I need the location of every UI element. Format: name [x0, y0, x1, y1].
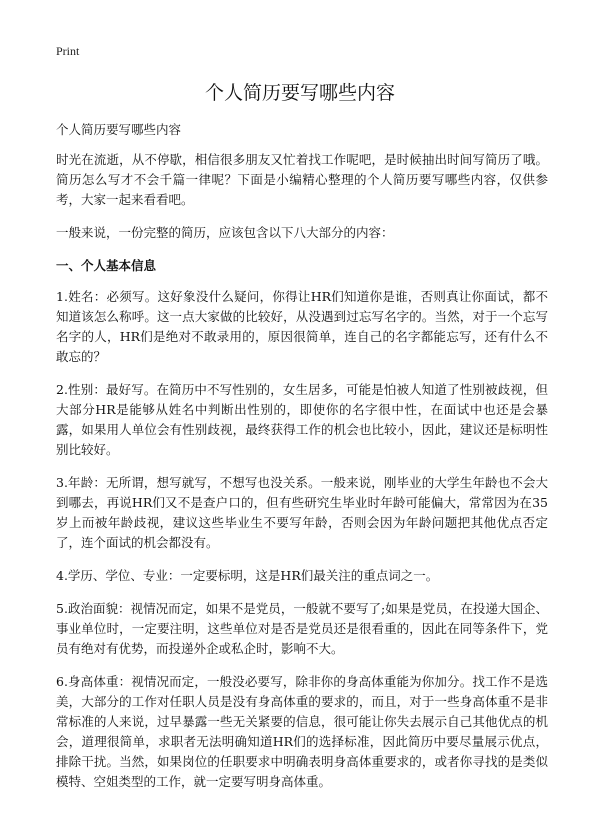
item-height-weight: 6.身高体重：视情况而定，一般没必要写，除非你的身高体重能为你加分。找工作不是选美，大部分的工作对任职人员是没有身高体重的要求的，而且，对于一些身高体重不是非常标准的人来说，过早暴露一些无关紧要的信息，很可能让你失去展示自己其他优点的机会，道理很简单，求职者无法明确知道HR们的选择标准，因此简历中要尽量展示优点，排除干扰。当然，如果岗位的任职要求中明确表明身高体重要求的，或者你寻找的是类似模特、空姐类型的工作，就一定要写明身高体重。	[56, 674, 548, 789]
page-title: 个人简历要写哪些内容	[204, 82, 395, 104]
article-body	[56, 120, 548, 805]
item-education: 4.学历、学位、专业：一定要标明，这是HR们最关注的重点词之一。	[56, 568, 439, 583]
print-link[interactable]: Print	[56, 44, 80, 58]
section-heading-basic-info: 一、个人基本信息	[56, 258, 157, 273]
item-political-status: 5.政治面貌：视情况而定，如果不是党员，一般就不要写了;如果是党员，在投递大国企、事业单位时，一定要注明，这些单位对是否是党员还是很看重的，因此在同等条件下，党员有绝对有优势，而投递外企或私企时，影响不大。	[56, 601, 548, 656]
item-name: 1.姓名：必须写。这好象没什么疑问，你得让HR们知道你是谁，否则真让你面试，都不知道该怎么称呼。这一点大家做的比较好，从没遇到过忘写名字的。当然，对于一个忘写名字的人，HR们是绝对不敢录用的，原因很简单，连自己的名字都能忘写，还有什么不敢忘的？	[56, 289, 548, 364]
item-age: 3.年龄：无所谓，想写就写，不想写也没关系。一般来说，刚毕业的大学生年龄也不会大到哪去，再说HR们又不是查户口的，但有些研究生毕业时年龄可能偏大，常常因为在35岁上而被年龄歧视，建议这些毕业生不要写年龄，否则会因为年龄问题把其他优点否定了，连个面试的机会都没有。	[56, 475, 548, 550]
intro-paragraph: 时光在流逝，从不停歇，相信很多朋友又忙着找工作呢吧，是时候抽出时间写简历了哦。简历怎么写才不会千篇一律呢？下面是小编精心整理的个人简历要写哪些内容，仅供参考，大家一起来看看吧。	[56, 152, 548, 207]
overview-paragraph: 一般来说，一份完整的简历，应该包含以下八大部分的内容：	[56, 225, 394, 240]
item-gender: 2.性别：最好写。在简历中不写性别的，女生居多，可能是怕被人知道了性别被歧视，但大部分HR是能够从姓名中判断出性别的，即使你的名字很中性，在面试中也还是会暴露，如果用人单位会有性别歧视，最终获得工作的机会也比较小，因此，建议还是标明性别比较好。	[56, 382, 548, 457]
article-subtitle: 个人简历要写哪些内容	[56, 122, 182, 137]
